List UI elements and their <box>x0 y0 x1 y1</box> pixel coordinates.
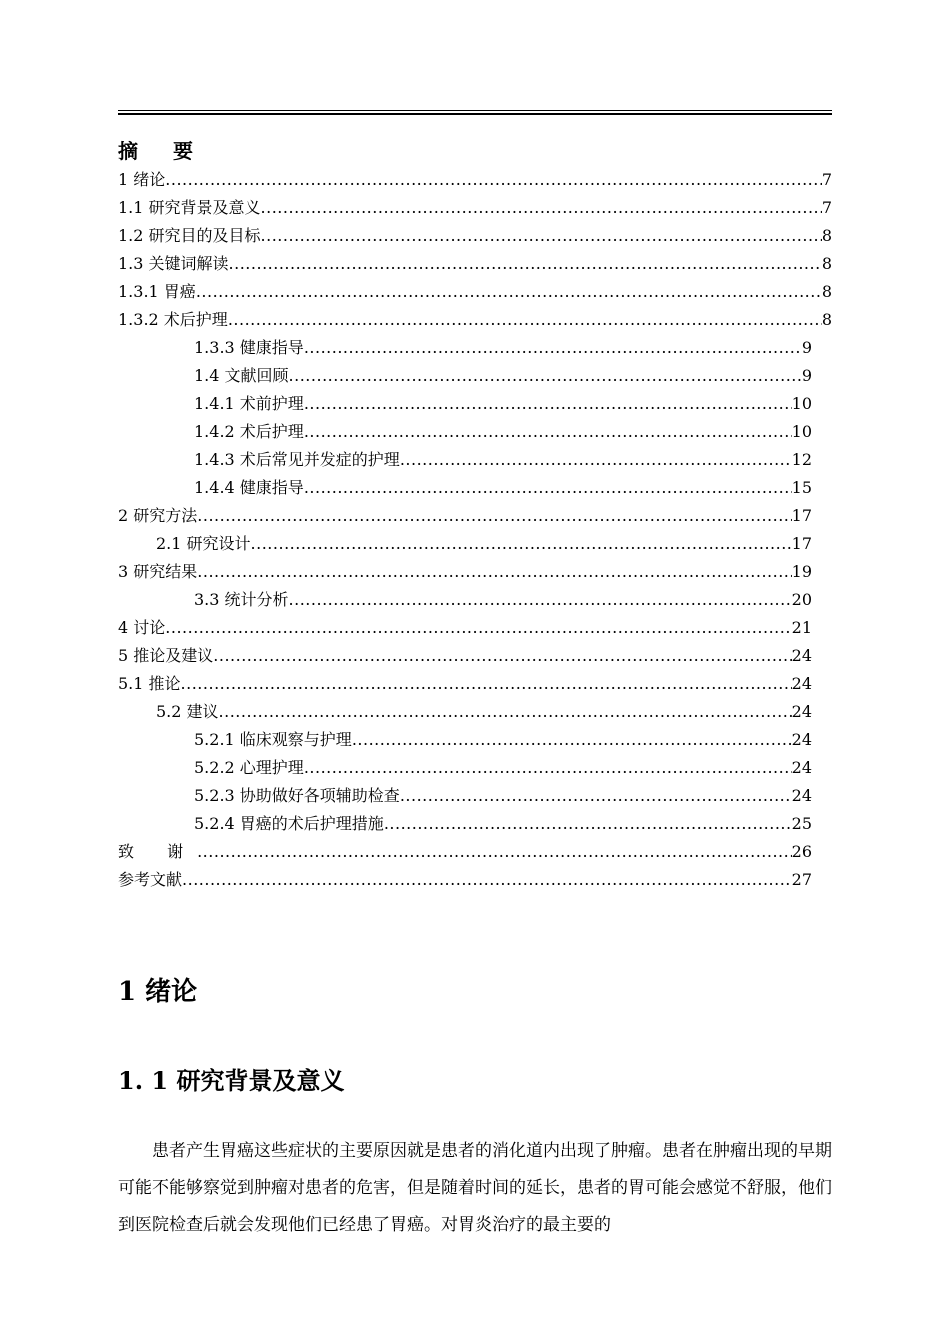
toc-entry-page: 15 <box>791 478 812 497</box>
toc-entry-page: 12 <box>791 450 812 469</box>
toc-entry-page: 24 <box>791 646 812 665</box>
toc-entry-title: 1.4 文献回顾 <box>194 366 289 385</box>
toc-entry-title: 1.4.1 术前护理 <box>194 394 304 413</box>
toc-leader-dots <box>304 418 792 446</box>
toc-entry[interactable] <box>118 754 812 782</box>
toc-entry[interactable] <box>118 698 812 726</box>
toc-entry-page: 7 <box>821 170 832 189</box>
toc-leader-dots <box>251 530 792 558</box>
toc-entry-page: 19 <box>791 562 812 581</box>
toc-leader-dots <box>304 474 792 502</box>
toc-entry-title: 3 研究结果 <box>118 562 198 581</box>
toc-entry-title: 5.2 建议 <box>156 702 219 721</box>
toc-entry-page: 8 <box>821 226 832 245</box>
toc-entry[interactable] <box>118 362 812 390</box>
toc-entry-title: 5.2.1 临床观察与护理 <box>194 730 352 749</box>
toc-leader-dots <box>400 782 792 810</box>
toc-entry-page: 20 <box>791 590 812 609</box>
toc-entry-title: 5.2.3 协助做好各项辅助检查 <box>194 786 400 805</box>
toc-entry[interactable] <box>118 390 812 418</box>
toc-entry[interactable] <box>118 222 832 250</box>
toc-entry-title: 致 谢 <box>118 842 198 861</box>
toc-entry-title: 1.3.1 胃癌 <box>118 282 196 301</box>
toc-entry-title: 1.4.2 术后护理 <box>194 422 304 441</box>
toc-entry-page: 21 <box>791 618 812 637</box>
toc-leader-dots <box>304 334 802 362</box>
toc-leader-dots <box>228 306 822 334</box>
toc-leader-dots <box>196 278 822 306</box>
toc-entry-page: 7 <box>821 198 832 217</box>
toc-entry[interactable] <box>118 502 812 530</box>
toc-entry[interactable] <box>118 614 812 642</box>
toc-entry-page: 24 <box>791 758 812 777</box>
toc-leader-dots <box>261 222 822 250</box>
toc-entry[interactable] <box>118 334 812 362</box>
toc-leader-dots <box>213 642 791 670</box>
toc-leader-dots <box>181 670 792 698</box>
toc-leader-dots <box>261 194 822 222</box>
toc-entry-title: 1.3.3 健康指导 <box>194 338 304 357</box>
toc-entry[interactable] <box>118 670 812 698</box>
toc-leader-dots <box>304 390 792 418</box>
toc-entry[interactable] <box>118 474 812 502</box>
toc-entry[interactable] <box>118 782 812 810</box>
toc-entry-title: 2.1 研究设计 <box>156 534 251 553</box>
abstract-heading: 摘 要 <box>118 139 207 163</box>
toc-entry-title: 1 绪论 <box>118 170 166 189</box>
toc-entry-title: 2 研究方法 <box>118 506 198 525</box>
toc-entry-page: 17 <box>791 506 812 525</box>
toc-entry-page: 8 <box>821 310 832 329</box>
toc-entry-page: 24 <box>791 730 812 749</box>
toc-entry[interactable] <box>118 446 812 474</box>
toc-entry-page: 25 <box>791 814 812 833</box>
table-of-contents <box>118 166 832 894</box>
toc-leader-dots <box>197 838 792 866</box>
toc-leader-dots <box>219 698 792 726</box>
toc-entry-title: 1.3.2 术后护理 <box>118 310 228 329</box>
toc-entry-title: 1.2 研究目的及目标 <box>118 226 261 245</box>
toc-entry-page: 9 <box>801 338 812 357</box>
toc-entry-title: 1.3 关键词解读 <box>118 254 229 273</box>
toc-entry-page: 17 <box>791 534 812 553</box>
toc-leader-dots <box>384 810 792 838</box>
toc-entry-page: 10 <box>791 394 812 413</box>
toc-leader-dots <box>289 586 792 614</box>
toc-entry[interactable] <box>118 838 812 866</box>
toc-entry-page: 10 <box>791 422 812 441</box>
header-rule <box>118 110 832 115</box>
toc-leader-dots <box>229 250 822 278</box>
toc-entry[interactable] <box>118 166 832 194</box>
toc-entry-page: 8 <box>821 254 832 273</box>
toc-leader-dots <box>400 446 792 474</box>
toc-entry[interactable] <box>118 530 812 558</box>
toc-entry[interactable] <box>118 810 812 838</box>
toc-entry-title: 5.2.4 胃癌的术后护理措施 <box>194 814 384 833</box>
toc-leader-dots <box>304 754 792 782</box>
toc-leader-dots <box>197 558 791 586</box>
toc-leader-dots <box>197 502 791 530</box>
toc-entry-page: 24 <box>791 702 812 721</box>
toc-entry-title: 5.2.2 心理护理 <box>194 758 304 777</box>
toc-leader-dots <box>165 166 822 194</box>
body-paragraph: 患者产生胃癌这些症状的主要原因就是患者的消化道内出现了肿瘤。患者在肿瘤出现的早期可能不能够察觉到肿瘤对患者的危害，但是随着时间的延长，患者的胃可能会感觉不舒服，他们到医院检查后就会发现他们已经患了胃癌。对胃炎治疗的最主要的 <box>118 1141 832 1235</box>
toc-entry[interactable] <box>118 726 812 754</box>
toc-leader-dots <box>289 362 802 390</box>
toc-entry[interactable] <box>118 194 832 222</box>
toc-entry[interactable] <box>118 558 812 586</box>
toc-entry-title: 5 推论及建议 <box>118 646 214 665</box>
toc-entry[interactable] <box>118 866 812 894</box>
toc-entry[interactable] <box>118 418 812 446</box>
toc-entry-page: 24 <box>791 786 812 805</box>
toc-entry-page: 27 <box>791 870 812 889</box>
toc-entry-page: 9 <box>801 366 812 385</box>
toc-entry-title: 参考文献 <box>118 870 183 889</box>
toc-entry-page: 24 <box>791 674 812 693</box>
toc-leader-dots <box>182 866 792 894</box>
toc-entry-title: 3.3 统计分析 <box>194 590 289 609</box>
toc-entry-title: 1.4.3 术后常见并发症的护理 <box>194 450 400 469</box>
toc-entry-title: 1.4.4 健康指导 <box>194 478 304 497</box>
toc-entry[interactable] <box>118 586 812 614</box>
toc-leader-dots <box>352 726 792 754</box>
toc-entry[interactable] <box>118 250 832 278</box>
toc-leader-dots <box>165 614 791 642</box>
toc-entry[interactable] <box>118 642 812 670</box>
toc-entry[interactable] <box>118 306 832 334</box>
chapter-heading: 1 绪论 <box>118 977 198 1007</box>
toc-entry-page: 26 <box>791 842 812 861</box>
toc-entry-page: 8 <box>821 282 832 301</box>
toc-entry-title: 5.1 推论 <box>118 674 181 693</box>
section-heading: 1. 1 研究背景及意义 <box>118 1066 345 1095</box>
toc-entry-title: 4 讨论 <box>118 618 166 637</box>
toc-entry[interactable] <box>118 278 832 306</box>
toc-entry-title: 1.1 研究背景及意义 <box>118 198 261 217</box>
